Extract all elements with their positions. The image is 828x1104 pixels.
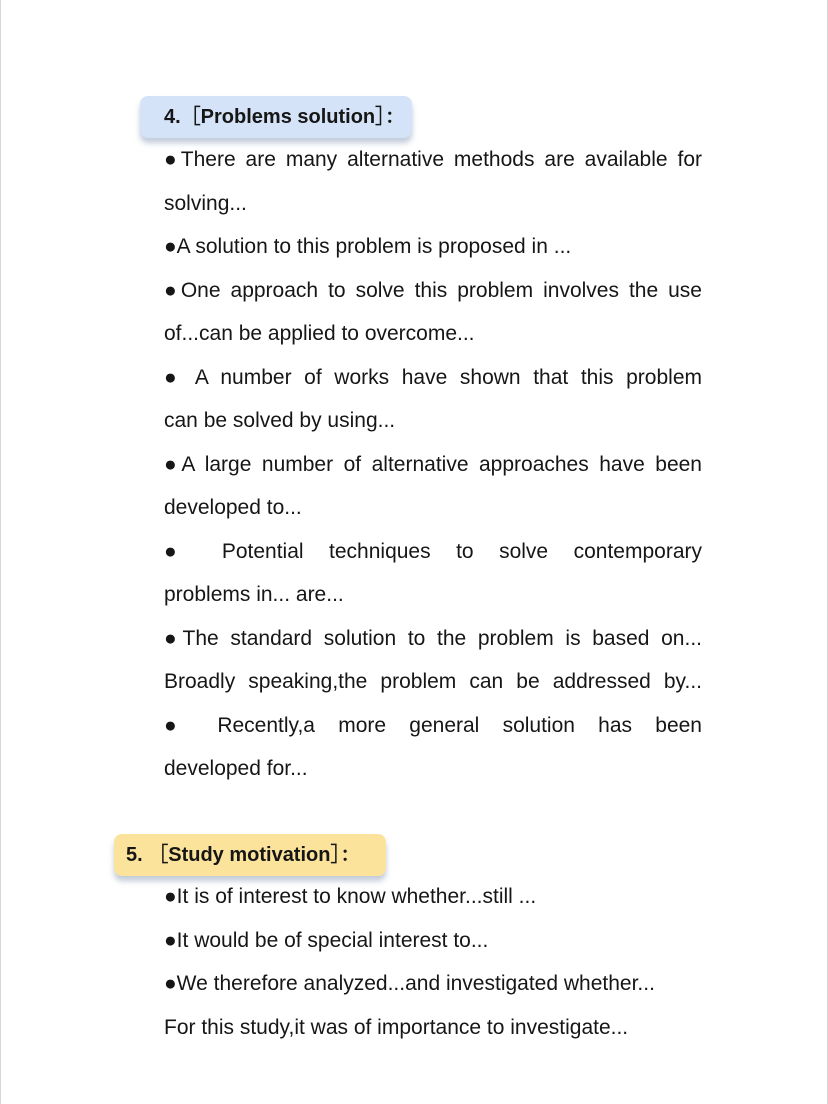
text-line: ●There are many alternative methods are available for [164,148,702,171]
text-line: developed for... [164,757,308,780]
text-line: Broadly speaking,the problem can be addressed by... [164,670,702,693]
text-line: ●One approach to solve this problem involves the use [164,278,702,302]
text-line: ●A solution to this problem is proposed in ... [164,235,572,258]
text-line: ●It is of interest to know whether...still ... [164,885,537,908]
problems-solution-body [164,138,702,791]
study-motivation-body [164,875,702,1049]
text-line: developed to... [164,496,302,519]
text-line: can be solved by using... [164,409,396,432]
text-line: ●It would be of special interest to... [164,928,489,952]
text-line: ●The standard solution to the problem is based on... [164,626,702,650]
text-line: ● Recently,a more general solution has been [164,713,702,737]
text-line: ●A large number of alternative approaches have been [164,452,702,476]
text-line: solving... [164,191,247,215]
page-left-edge [0,0,1,1104]
text-line: ● Potential techniques to solve contemporary [164,539,702,563]
text-line: ● A number of works have shown that this problem [164,365,702,389]
text-line: ●We therefore analyzed...and investigated whether... [164,972,655,995]
section-heading-study-motivation: 5. ［Study motivation］： [114,834,386,876]
section-heading-problems-solution: 4.［Problems solution］： [140,96,412,138]
text-line: For this study,it was of importance to investigate... [164,1015,629,1039]
text-line: problems in... are... [164,583,344,606]
text-line: of...can be applied to overcome... [164,322,475,345]
